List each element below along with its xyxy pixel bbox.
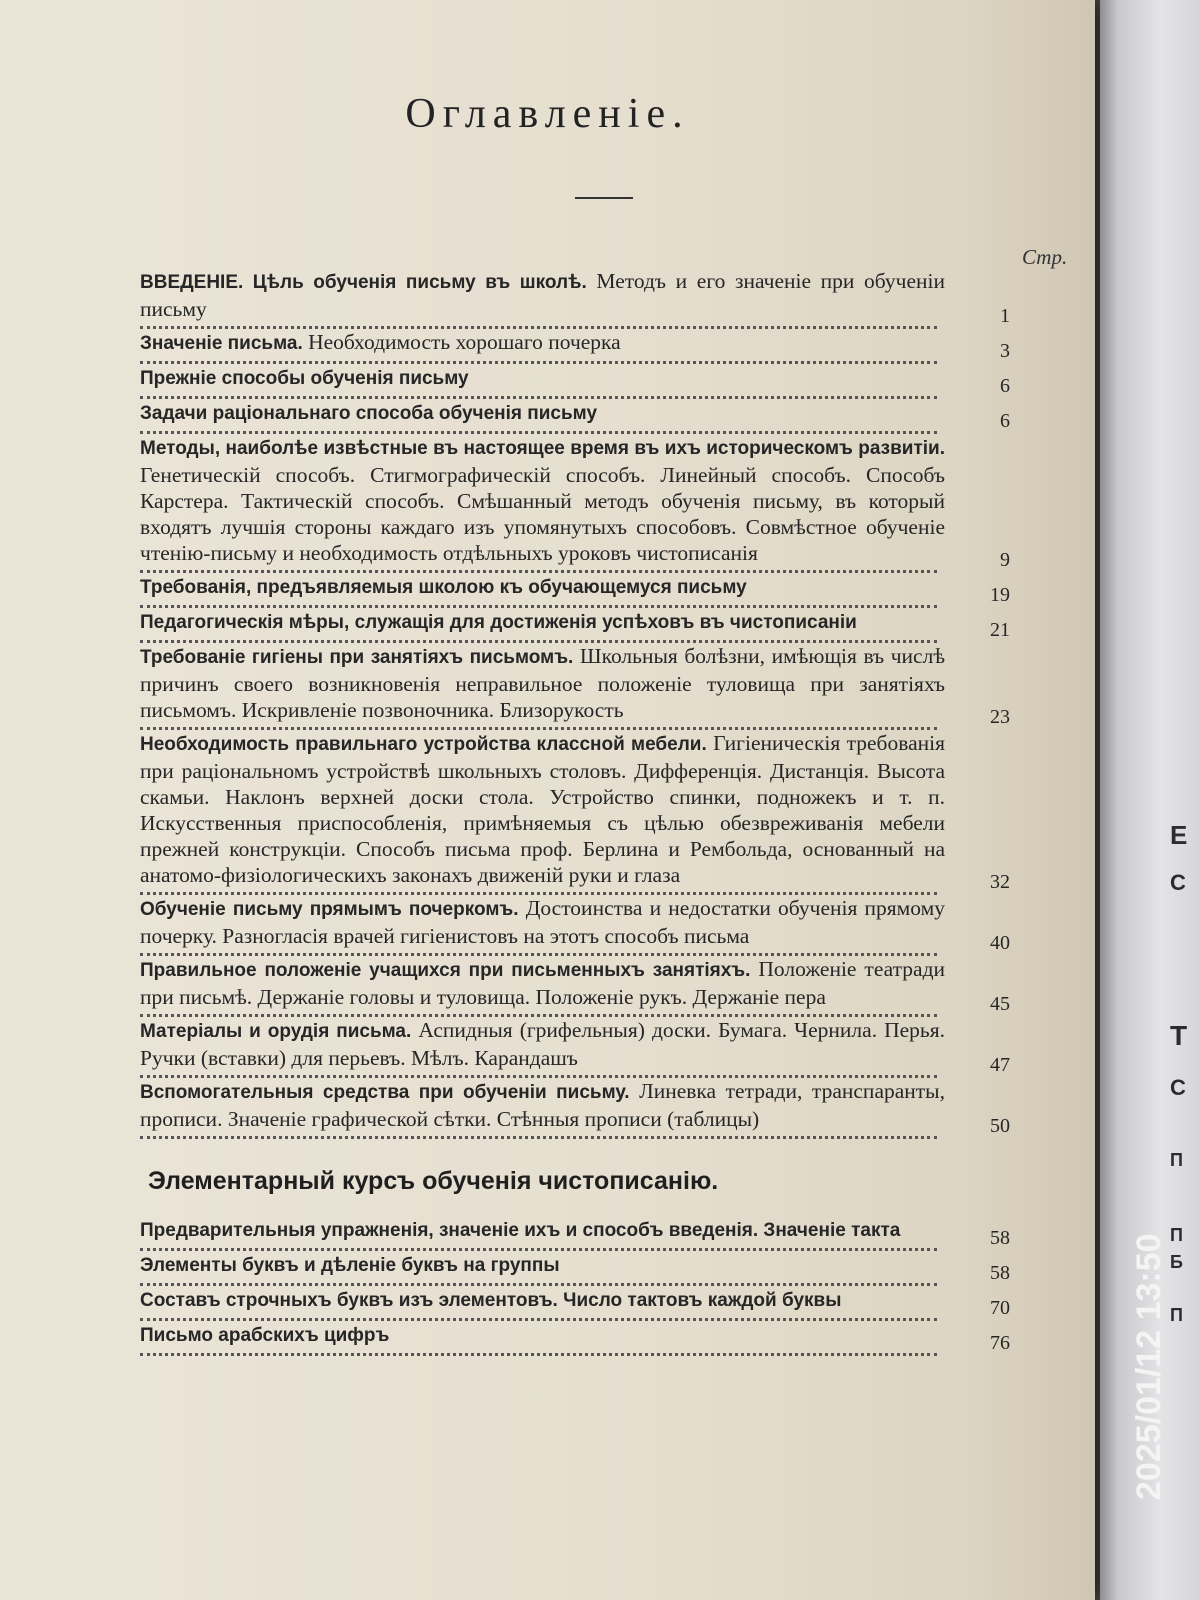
entry-lead: Письмо арабскихъ цифръ	[140, 1325, 390, 1346]
toc-entry	[140, 268, 1010, 329]
entry-lead: Правильное положеніе учащихся при письменныхъ занятіяхъ.	[140, 960, 751, 981]
toc-entry	[140, 895, 1010, 956]
toc-entry	[140, 1078, 1010, 1139]
toc-entry	[140, 329, 1010, 364]
entry-lead: Вспомогательныя средства при обученіи письму.	[140, 1082, 630, 1103]
toc-entry	[140, 1017, 1010, 1078]
toc-entry	[140, 643, 1010, 730]
toc-entry	[140, 730, 1010, 895]
entry-page: 32	[990, 871, 1010, 893]
entry-text: Генетическій способъ. Стигмографическій способъ. Линейный способъ. Способъ Карстера. Тактическій способъ. Смѣшанный методъ обученія письму, въ который входятъ лучшія стороны каждаго изъ упомянутыхъ способовъ. Совмѣстное обученіе чтенію-письму и необходимость отдѣльныхъ уроковъ чистописанія	[140, 463, 945, 565]
entry-page: 76	[990, 1332, 1010, 1354]
entry-lead: Прежніе способы обученія письму	[140, 368, 469, 389]
entry-page: 9	[1000, 549, 1010, 571]
toc-entry	[140, 1216, 1010, 1251]
entry-lead: Требованіе гигіены при занятіяхъ письмомъ.	[140, 647, 574, 668]
entry-page: 58	[990, 1262, 1010, 1284]
next-page-fragment: П	[1170, 1225, 1183, 1245]
entry-page: 19	[990, 584, 1010, 606]
entry-page: 40	[990, 932, 1010, 954]
entry-lead: Педагогическія мѣры, служащія для достиженія успѣховъ въ чистописаніи	[140, 612, 857, 633]
entry-page: 58	[990, 1227, 1010, 1249]
entry-text: Методъ и его значеніе при обученіи письму	[140, 269, 945, 321]
entry-page: 47	[990, 1054, 1010, 1076]
toc-entries	[140, 268, 1010, 1139]
entry-page: 45	[990, 993, 1010, 1015]
page-column-header: Стр.	[1022, 245, 1068, 269]
page-title: Оглавленіе.	[405, 91, 690, 137]
section-toc-entries	[140, 1216, 1010, 1356]
section-heading: Элементарный курсъ обученія чистописанію.	[148, 1167, 719, 1195]
toc-entry	[140, 434, 1010, 573]
title-divider	[575, 197, 633, 199]
table-of-contents	[140, 268, 1010, 1356]
toc-entry	[140, 956, 1010, 1017]
entry-lead: Необходимость правильнаго устройства классной мебели.	[140, 734, 707, 755]
entry-lead: Задачи раціональнаго способа обученія письму	[140, 403, 598, 424]
entry-page: 6	[1000, 375, 1010, 397]
toc-entry	[140, 573, 1010, 608]
toc-entry	[140, 1286, 1010, 1321]
entry-lead: Методы, наиболѣе извѣстные въ настоящее время въ ихъ историческомъ развитіи.	[140, 438, 945, 459]
next-page-fragment: Т	[1170, 1020, 1188, 1051]
entry-lead: Матеріалы и орудія письма.	[140, 1021, 412, 1042]
entry-text: Аспидныя (грифельныя) доски. Бумага. Чернила. Перья. Ручки (вставки) для перьевъ. Мѣлъ. Карандашъ	[140, 1018, 945, 1070]
entry-text: Линевка тетради, транспаранты, прописи. Значеніе графической сѣтки. Стѣнныя прописи (таблицы)	[140, 1079, 945, 1131]
entry-text: Гигіеническія требованія при раціональномъ устройствѣ школьныхъ столовъ. Дифференція. Дистанція. Высота скамьи. Наклонъ верхней доски стола. Устройство спинки, подножекъ и т. п. Искусственныя приспособленія, примѣняемыя съ цѣлью обезвреживанія мебели прежней конструкціи. Способъ письма проф. Берлина и Рембольда, основанный на анатомо-физіологическихъ законахъ движеній руки и глаза	[140, 731, 946, 887]
entry-page: 1	[1000, 305, 1010, 327]
photo-timestamp: 2025/01/12 13:50	[1130, 1233, 1168, 1500]
entry-lead: Элементы буквъ и дѣленіе буквъ на группы	[140, 1255, 560, 1276]
toc-entry	[140, 364, 1010, 399]
entry-page: 6	[1000, 410, 1010, 432]
entry-lead: Обученіе письму прямымъ почеркомъ.	[140, 899, 519, 920]
entry-text: Необходимость хорошаго почерка	[308, 330, 621, 354]
entry-lead: Составъ строчныхъ буквъ изъ элементовъ. Число тактовъ каждой буквы	[140, 1290, 842, 1311]
entry-lead: ВВЕДЕНІЕ. Цѣль обученія письму въ школѣ.	[140, 272, 587, 293]
next-page-fragment: Б	[1170, 1252, 1183, 1272]
entry-lead: Предварительныя упражненія, значеніе ихъ и способъ введенія. Значеніе такта	[140, 1220, 901, 1241]
next-page-fragment: С	[1170, 870, 1186, 895]
toc-entry	[140, 1251, 1010, 1286]
entry-page: 70	[990, 1297, 1010, 1319]
entry-page: 50	[990, 1115, 1010, 1137]
next-page-fragment: Е	[1170, 820, 1188, 850]
entry-page: 21	[990, 619, 1010, 641]
toc-entry	[140, 608, 1010, 643]
entry-page: 23	[990, 706, 1010, 728]
next-page-fragment: П	[1170, 1305, 1183, 1325]
entry-lead: Значеніе письма.	[140, 333, 303, 354]
toc-entry	[140, 1321, 1010, 1356]
entry-text: Школьныя болѣзни, имѣющія въ числѣ причинъ своего возникновенія неправильное положеніе туловища при занятіяхъ письмомъ. Искривленіе позвоночника. Близорукость	[140, 644, 946, 722]
leader-dots	[140, 316, 937, 329]
next-page-fragment: С	[1170, 1075, 1186, 1100]
entry-lead: Требованія, предъявляемыя школою къ обучающемуся письму	[140, 577, 747, 598]
toc-entry	[140, 399, 1010, 434]
entry-text: Положеніе театради при письмѣ. Держаніе головы и туловища. Положеніе рукъ. Держаніе пера	[140, 957, 946, 1009]
entry-page: 3	[1000, 340, 1010, 362]
next-page-fragment: П	[1170, 1150, 1183, 1170]
entry-text: Достоинства и недостатки обученія прямому почерку. Разногласія врачей гигіенистовъ на этотъ способъ письма	[140, 896, 945, 948]
